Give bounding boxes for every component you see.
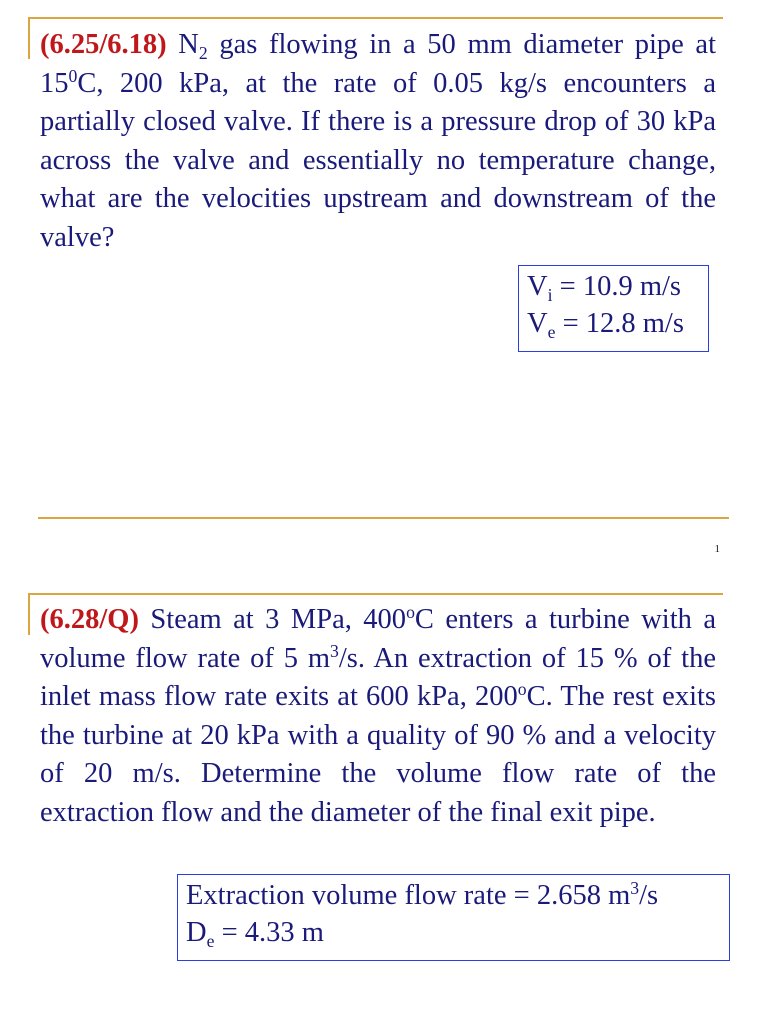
slide1-problem-id: (6.25/6.18) xyxy=(40,29,167,60)
slide2-text-c: /s. An extraction of 15 % of the inlet mass flow rate exits at 600 kPa, 200 xyxy=(40,642,716,712)
slide1-answer-sub1: i xyxy=(547,285,553,306)
slide2-answer-sup1: 3 xyxy=(630,878,640,899)
slide2-answer-text1: Extraction volume flow rate = 2.658 m xyxy=(186,880,631,911)
slide1-left-rule xyxy=(28,17,30,59)
slide2-top-rule xyxy=(28,593,723,595)
slide1-text-b-sup: 0 xyxy=(68,65,78,86)
slide1-answer-line2 xyxy=(527,305,700,342)
slide1-text-a: N xyxy=(166,29,199,60)
slide1-answer-sub2: e xyxy=(547,322,556,343)
slide2-text-c-sup: o xyxy=(517,679,527,700)
slide1-text-a-sub: 2 xyxy=(198,43,208,64)
slide1-answer-rest2: = 12.8 m/s xyxy=(555,308,684,339)
slide1-answer-var2: V xyxy=(527,308,548,339)
slide2-answer-tail1: /s xyxy=(639,880,659,911)
slide1-bottom-rule xyxy=(38,517,729,519)
slide1-answer-box xyxy=(518,265,709,352)
slide2-left-rule xyxy=(28,593,30,635)
slide2-answer-box xyxy=(177,874,730,961)
slide2-text-a-sup: o xyxy=(406,602,415,623)
slide2-problem-text xyxy=(40,601,716,832)
slide1-answer-rest1: = 10.9 m/s xyxy=(552,271,682,302)
slide2-answer-line1 xyxy=(186,877,721,914)
slide2-text-b-sup: 3 xyxy=(330,640,339,661)
slide1-problem-text xyxy=(40,26,716,257)
slide2-problem-id: (6.28/Q) xyxy=(40,604,139,635)
slide2-answer-line2 xyxy=(186,914,721,951)
page-number: 1 xyxy=(714,543,720,555)
slide1-text-b: gas flowing in a 50 mm diameter pipe at 15 xyxy=(40,29,716,99)
slide2-answer-rest2: = 4.33 m xyxy=(214,917,324,948)
slide1-top-rule xyxy=(28,17,723,19)
slide2-answer-sub2: e xyxy=(206,931,215,952)
slide2-text-d: C. The rest exits the turbine at 20 kPa with a quality of 90 % and a velocity of 20 m/s. Determine the volume flow rate of the extraction flow and the diameter of the final exit pipe. xyxy=(40,681,716,828)
slide1-answer-var1: V xyxy=(527,271,548,302)
slide2-text-a: Steam at 3 MPa, 400 xyxy=(138,604,407,635)
slide1-text-c: C, 200 kPa, at the rate of 0.05 kg/s encounters a partially closed valve. If there is a pressure drop of 30 kPa across the valve and essentially no temperature change, what are the velocities upstream and downstream of the valve? xyxy=(40,67,716,253)
slide1-answer-line1 xyxy=(527,268,700,305)
slide2-answer-var2: D xyxy=(186,917,207,948)
slide2-text-b: C enters a turbine with a volume flow rate of 5 m xyxy=(40,604,716,674)
